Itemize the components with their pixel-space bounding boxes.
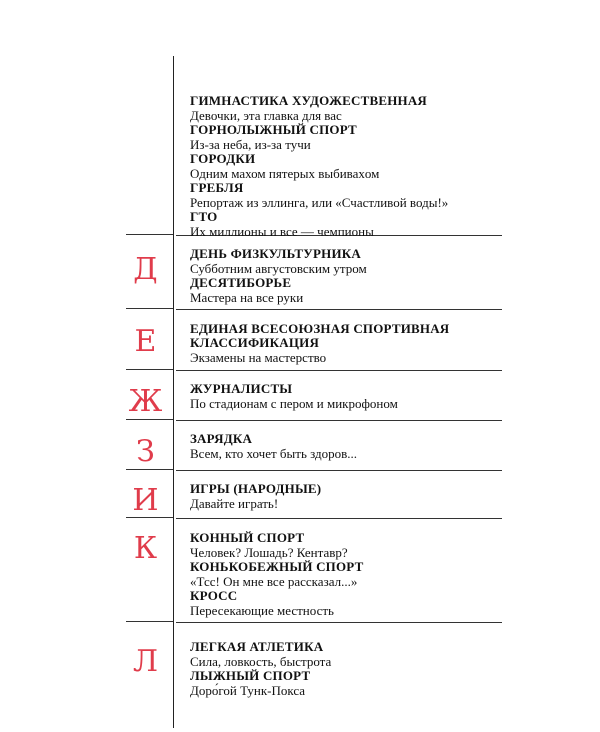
entry-subtitle: Их миллионы и все — чемпионы <box>190 224 374 239</box>
entry-title: КОНЬКОБЕЖНЫЙ СПОРТ <box>190 559 364 574</box>
entry-subtitle: Давайте играть! <box>190 496 279 511</box>
entry-subtitle: Экзамены на мастерство <box>190 350 327 365</box>
letter-tick <box>126 469 173 470</box>
entry-title: ГОРНОЛЫЖНЫЙ СПОРТ <box>190 122 357 137</box>
letter-tick <box>126 234 173 235</box>
section-divider <box>176 518 502 519</box>
entry-subtitle: Пересекающие местность <box>190 603 334 618</box>
section-d <box>190 247 500 305</box>
entry-subtitle: По стадионам с пером и микрофоном <box>190 396 398 411</box>
entry-subtitle: Из-за неба, из-за тучи <box>190 137 311 152</box>
entry-title-continued: КЛАССИФИКАЦИЯ <box>190 335 320 350</box>
section-letter: Д <box>133 252 158 287</box>
entry-title: ДЕНЬ ФИЗКУЛЬТУРНИКА <box>190 246 361 261</box>
entry-subtitle: «Тсс! Он мне все рассказал...» <box>190 574 358 589</box>
entry-subtitle: Мастера на все руки <box>190 290 304 305</box>
section-letter: З <box>136 434 155 469</box>
section-letter: Ж <box>128 384 163 419</box>
entry-title: ГРЕБЛЯ <box>190 180 244 195</box>
section-letter: Е <box>134 324 157 359</box>
section-letter: К <box>133 531 158 566</box>
entry-title: ЗАРЯДКА <box>190 431 253 446</box>
letter-tick <box>126 419 173 420</box>
entry-title: ДЕСЯТИБОРЬЕ <box>190 275 292 290</box>
entry-title: ЖУРНАЛИСТЫ <box>190 381 293 396</box>
entry-title: КОННЫЙ СПОРТ <box>190 530 305 545</box>
section-i <box>190 482 500 511</box>
section-z <box>190 432 500 461</box>
entry-subtitle: Субботним августовским утром <box>190 261 367 276</box>
entry-subtitle: Сила, ловкость, быстрота <box>190 654 332 669</box>
entry-subtitle: Репортаж из эллинга, или «Счастливой воды!» <box>190 195 449 210</box>
entry-title: ГИМНАСТИКА ХУДОЖЕСТВЕННАЯ <box>190 93 428 108</box>
section-g <box>190 94 500 239</box>
entry-title: ЛЕГКАЯ АТЛЕТИКА <box>190 639 324 654</box>
section-letter: И <box>132 483 159 518</box>
entry-title: ГОРОДКИ <box>190 151 256 166</box>
entry-title: ЕДИНАЯ ВСЕСОЮЗНАЯ СПОРТИВНАЯ <box>190 321 450 336</box>
section-e <box>190 322 500 365</box>
letter-tick <box>126 308 173 309</box>
entry-subtitle: Человек? Лошадь? Кентавр? <box>190 545 348 560</box>
section-k <box>190 531 500 618</box>
section-letter: Л <box>132 644 159 679</box>
section-zh <box>190 382 500 411</box>
letter-tick <box>126 621 173 622</box>
section-l <box>190 640 500 698</box>
section-divider <box>176 470 502 471</box>
entry-subtitle: Девочки, эта главка для вас <box>190 108 342 123</box>
entry-subtitle: Одним махом пятерых выбиваxом <box>190 166 380 181</box>
entry-subtitle: Доро́гой Тунк-Покса <box>190 683 306 698</box>
section-divider <box>176 370 502 371</box>
letter-tick <box>126 369 173 370</box>
section-divider <box>176 622 502 623</box>
entry-title: ИГРЫ (НАРОДНЫЕ) <box>190 481 322 496</box>
entry-subtitle: Всем, кто хочет быть здоров... <box>190 446 358 461</box>
section-divider <box>176 309 502 310</box>
entry-title: КРОСС <box>190 588 238 603</box>
section-divider <box>176 420 502 421</box>
vertical-rule <box>173 56 174 728</box>
entry-title: ГТО <box>190 209 218 224</box>
entry-title: ЛЫЖНЫЙ СПОРТ <box>190 668 311 683</box>
